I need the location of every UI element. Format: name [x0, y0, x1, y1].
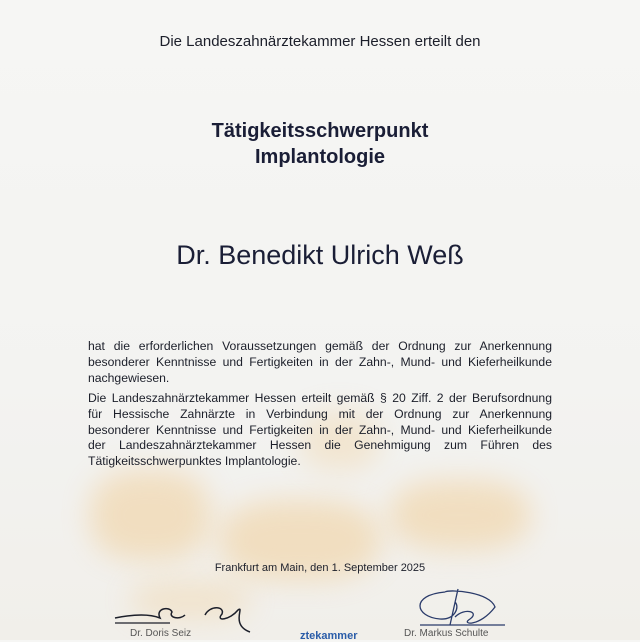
text-line: für Hessische Zahnärzte in Verbindung mit der Ordnung zur Anerkennung: [88, 406, 552, 421]
recipient-name: Dr. Benedikt Ulrich Weß: [176, 240, 464, 270]
paragraph-2: [88, 391, 552, 470]
text-line: hat die erforderlichen Voraussetzungen gemäß der Ordnung zur Anerkennung: [88, 339, 552, 353]
signatory-name: Dr. Doris Seiz: [130, 628, 192, 639]
chamber-stamp: ztekammer: [300, 630, 358, 642]
text-line: besonderer Kenntnisse und Fertigkeiten in der Zahn-, Mund- und Kieferheilkunde: [88, 422, 552, 437]
intro-text: Die Landeszahnärztekammer Hessen erteilt den: [159, 33, 481, 50]
certificate-title: Tätigkeitsschwerpunkt: [211, 120, 429, 142]
signatory-name: Dr. Markus Schulte: [404, 628, 489, 639]
paragraph-1: [88, 339, 552, 386]
text-line: der Landeszahnärztekammer Hessen die Genehmigung zum Führen des: [88, 438, 552, 453]
signature-schulte: [410, 587, 510, 632]
paper-stain: [90, 470, 210, 560]
text-line: Tätigkeitsschwerpunktes Implantologie.: [88, 454, 301, 469]
certificate-subtitle: Implantologie: [255, 146, 385, 168]
text-line: Die Landeszahnärztekammer Hessen erteilt gemäß § 20 Ziff. 2 der Berufsordnung: [88, 391, 552, 405]
text-line: besonderer Kenntnisse und Fertigkeiten in der Zahn-, Mund- und Kieferheilkunde: [88, 354, 552, 369]
paper-stain: [390, 480, 530, 550]
text-line: nachgewiesen.: [88, 370, 170, 385]
place-date: Frankfurt am Main, den 1. September 2025: [214, 562, 426, 574]
